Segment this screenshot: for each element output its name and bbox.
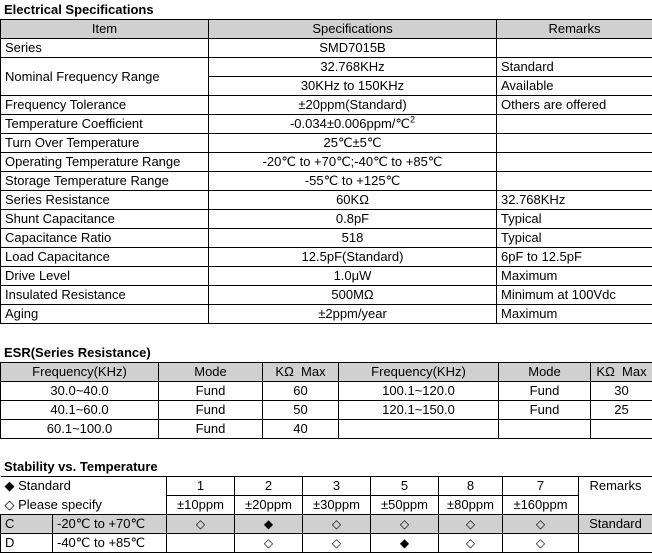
stability-mark: ◇ (503, 534, 579, 553)
mode-cell: Fund (499, 401, 591, 420)
table-row (1, 420, 652, 439)
stability-table (0, 476, 652, 553)
table-row (1, 286, 652, 305)
mode-cell: Fund (159, 420, 263, 439)
remark-cell (497, 115, 652, 134)
mode-cell: Fund (499, 382, 591, 401)
spec-cell: ±20ppm(Standard) (209, 96, 497, 115)
spec-cell: 30KHz to 150KHz (209, 77, 497, 96)
legend-standard: ◆ Standard (1, 477, 167, 496)
spec-cell: 0.8pF (209, 210, 497, 229)
stability-mark (167, 534, 235, 553)
item-cell: Turn Over Temperature (1, 134, 209, 153)
item-cell: Insulated Resistance (1, 286, 209, 305)
kohm-cell: 25 (591, 401, 652, 420)
remark-cell: 32.768KHz (497, 191, 652, 210)
spec-cell: ±2ppm/year (209, 305, 497, 324)
item-cell: Nominal Frequency Range (1, 58, 209, 96)
table-row (1, 382, 652, 401)
item-cell: Shunt Capacitance (1, 210, 209, 229)
stability-mark: ◇ (303, 534, 371, 553)
frequency-cell: 120.1~150.0 (339, 401, 499, 420)
item-cell: Operating Temperature Range (1, 153, 209, 172)
mode-cell (499, 420, 591, 439)
spec-cell: 500MΩ (209, 286, 497, 305)
table-row (1, 229, 652, 248)
spec-cell: 25℃±5℃ (209, 134, 497, 153)
remark-cell: 6pF to 12.5pF (497, 248, 652, 267)
remark-cell: Typical (497, 210, 652, 229)
esr-section-title: ESR(Series Resistance) (4, 345, 151, 360)
remark-cell: Minimum at 100Vdc (497, 286, 652, 305)
header-item: Item (1, 20, 209, 39)
table-row (1, 58, 652, 77)
spec-cell: SMD7015B (209, 39, 497, 58)
header-frequency: Frequency(KHz) (1, 363, 159, 382)
mode-cell: Fund (159, 401, 263, 420)
stability-range: -40℃ to +85℃ (53, 534, 167, 553)
electrical-specs-table (0, 19, 652, 324)
remark-cell (497, 172, 652, 191)
spec-cell: 32.768KHz (209, 58, 497, 77)
stability-remark: Standard (579, 515, 652, 534)
electrical-section-title: Electrical Specifications (4, 2, 154, 17)
kohm-cell: 30 (591, 382, 652, 401)
frequency-cell: 100.1~120.0 (339, 382, 499, 401)
item-cell: Drive Level (1, 267, 209, 286)
remark-cell (497, 153, 652, 172)
item-cell: Load Capacitance (1, 248, 209, 267)
stability-column-row (1, 477, 652, 496)
table-row (1, 153, 652, 172)
header-mode: Mode (159, 363, 263, 382)
column-number: 2 (235, 477, 303, 496)
table-row (1, 115, 652, 134)
stability-mark: ◇ (167, 515, 235, 534)
kohm-cell: 50 (263, 401, 339, 420)
stability-range: -20℃ to +70℃ (53, 515, 167, 534)
table-row (1, 191, 652, 210)
frequency-cell (339, 420, 499, 439)
table-row (1, 39, 652, 58)
item-cell: Series Resistance (1, 191, 209, 210)
mode-cell: Fund (159, 382, 263, 401)
spec-cell: 12.5pF(Standard) (209, 248, 497, 267)
stability-code: D (1, 534, 53, 553)
header-frequency: Frequency(KHz) (339, 363, 499, 382)
spec-cell (209, 115, 497, 134)
header-kohm-max: KΩ Max (591, 363, 652, 382)
ppm-cell: ±30ppm (303, 496, 371, 515)
table-row (1, 134, 652, 153)
stability-mark: ◇ (235, 534, 303, 553)
esr-table (0, 362, 652, 439)
stability-ppm-row (1, 496, 652, 515)
stability-remark (579, 534, 652, 553)
stability-mark: ◇ (439, 515, 503, 534)
superscript: 2 (410, 115, 415, 125)
spec-value: -0.034±0.006ppm/℃ (290, 116, 410, 131)
stability-row (1, 534, 652, 553)
table-row (1, 267, 652, 286)
item-cell: Storage Temperature Range (1, 172, 209, 191)
column-number: 8 (439, 477, 503, 496)
stability-mark: ◇ (503, 515, 579, 534)
remark-cell: Others are offered (497, 96, 652, 115)
remark-cell (497, 134, 652, 153)
stability-mark: ◆ (371, 534, 439, 553)
header-remarks: Remarks (497, 20, 652, 39)
table-row (1, 172, 652, 191)
stability-section-title: Stability vs. Temperature (4, 459, 158, 474)
stability-mark: ◆ (235, 515, 303, 534)
remark-cell: Maximum (497, 267, 652, 286)
ppm-cell: ±20ppm (235, 496, 303, 515)
column-number: 1 (167, 477, 235, 496)
remarks-header: Remarks (579, 477, 652, 515)
ppm-cell: ±50ppm (371, 496, 439, 515)
table-row (1, 401, 652, 420)
stability-mark: ◇ (371, 515, 439, 534)
header-mode: Mode (499, 363, 591, 382)
item-cell: Series (1, 39, 209, 58)
table-row (1, 210, 652, 229)
frequency-cell: 30.0~40.0 (1, 382, 159, 401)
header-specifications: Specifications (209, 20, 497, 39)
table-row (1, 248, 652, 267)
kohm-cell (591, 420, 652, 439)
column-number: 7 (503, 477, 579, 496)
stability-row (1, 515, 652, 534)
legend-specify: ◇ Please specify (1, 496, 167, 515)
remark-cell: Standard (497, 58, 652, 77)
item-cell: Temperature Coefficient (1, 115, 209, 134)
kohm-cell: 60 (263, 382, 339, 401)
table-header-row (1, 20, 652, 39)
column-number: 3 (303, 477, 371, 496)
ppm-cell: ±10ppm (167, 496, 235, 515)
spec-cell: -20℃ to +70℃;-40℃ to +85℃ (209, 153, 497, 172)
table-row (1, 96, 652, 115)
item-cell: Capacitance Ratio (1, 229, 209, 248)
kohm-cell: 40 (263, 420, 339, 439)
remark-cell: Typical (497, 229, 652, 248)
item-cell: Aging (1, 305, 209, 324)
stability-mark: ◇ (303, 515, 371, 534)
table-row (1, 305, 652, 324)
stability-code: C (1, 515, 53, 534)
spec-cell: -55℃ to +125℃ (209, 172, 497, 191)
spec-cell: 60KΩ (209, 191, 497, 210)
remark-cell: Maximum (497, 305, 652, 324)
spec-cell: 518 (209, 229, 497, 248)
spec-cell: 1.0μW (209, 267, 497, 286)
frequency-cell: 40.1~60.0 (1, 401, 159, 420)
ppm-cell: ±160ppm (503, 496, 579, 515)
remark-cell: Available (497, 77, 652, 96)
header-kohm-max: KΩ Max (263, 363, 339, 382)
remark-cell (497, 39, 652, 58)
table-header-row (1, 363, 652, 382)
stability-mark: ◇ (439, 534, 503, 553)
ppm-cell: ±80ppm (439, 496, 503, 515)
column-number: 5 (371, 477, 439, 496)
item-cell: Frequency Tolerance (1, 96, 209, 115)
frequency-cell: 60.1~100.0 (1, 420, 159, 439)
